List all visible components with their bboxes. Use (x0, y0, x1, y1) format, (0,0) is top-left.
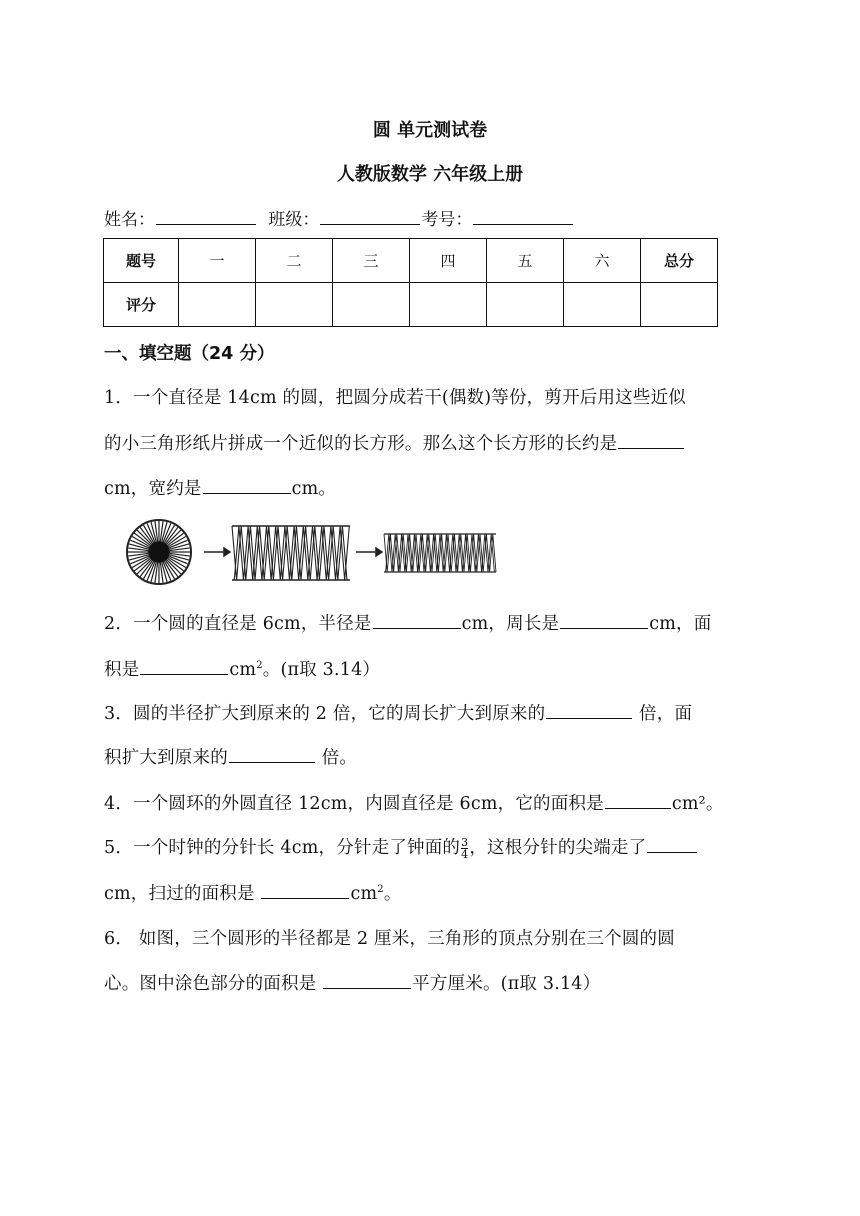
arrow-icon (356, 548, 382, 556)
fine-rectangle-icon (384, 534, 496, 572)
q5-text-b: ，这根分针的尖端走了 (469, 838, 647, 858)
q5-text-d: 。 (383, 884, 402, 904)
q5-blank-distance[interactable] (647, 834, 697, 853)
score-cell[interactable] (564, 283, 641, 327)
score-cell[interactable] (256, 283, 333, 327)
q3-text-c: 积扩大到原来的 (104, 748, 228, 768)
q3-text-b: 倍，面 (633, 704, 693, 724)
q2-text-a: 2．一个圆的直径是 6cm，半径是 (104, 614, 372, 634)
header-cell-2: 二 (256, 239, 333, 283)
sliced-circle-icon (127, 520, 191, 584)
exam-no-blank[interactable] (473, 206, 573, 225)
score-cell[interactable] (333, 283, 410, 327)
q4-text-b: cm²。 (671, 794, 724, 814)
class-label: 班级： (268, 210, 320, 230)
q2-line-1 (104, 610, 711, 635)
q2-pi-note: 。(π取 3.14） (262, 660, 381, 680)
header-cell-4: 四 (410, 239, 487, 283)
student-info-line (104, 205, 574, 230)
header-cell-total: 总分 (641, 239, 718, 283)
q5-blank-area[interactable] (261, 880, 349, 899)
score-table (103, 238, 718, 327)
score-table-header-row (104, 239, 718, 283)
q1-blank-length[interactable] (618, 430, 684, 449)
page-title: 圆 单元测试卷 (372, 120, 488, 141)
q6-line-1: 6． 如图，三个圆形的半径都是 2 厘米，三角形的顶点分别在三个圆的圆 (104, 929, 675, 949)
header-cell-1: 一 (179, 239, 256, 283)
q1-line-2 (104, 430, 685, 455)
q2-text-d: 积是 (104, 660, 140, 680)
q1-line-3 (104, 475, 336, 500)
score-table-score-row (104, 283, 718, 327)
q5-fraction-denominator: 4 (461, 848, 469, 861)
q2-blank-radius[interactable] (373, 610, 461, 629)
score-cell[interactable] (410, 283, 487, 327)
q2-unit: cm (229, 660, 257, 680)
name-blank[interactable] (156, 206, 256, 225)
q3-text-a: 3．圆的半径扩大到原来的 2 倍，它的周长扩大到原来的 (104, 704, 546, 724)
q2-text-b: cm，周长是 (461, 614, 560, 634)
q2-line-2 (104, 656, 380, 681)
score-cell[interactable] (641, 283, 718, 327)
header-cell-label: 题号 (104, 239, 179, 283)
q2-blank-area[interactable] (140, 656, 228, 675)
q3-blank-circumference[interactable] (546, 700, 632, 719)
q3-line-1 (104, 700, 692, 725)
q4-text-a: 4．一个圆环的外圆直径 12cm，内圆直径是 6cm，它的面积是 (104, 794, 604, 814)
rough-rectangle-icon (232, 526, 350, 580)
q6-line-2 (104, 970, 600, 995)
header-cell-5: 五 (487, 239, 564, 283)
q4-line-1 (104, 790, 724, 815)
section-title: 一、填空题（24 分） (104, 344, 275, 364)
q1-unit: cm，宽约是 (104, 479, 202, 499)
header-cell-3: 三 (333, 239, 410, 283)
q1-blank-width[interactable] (203, 475, 291, 494)
q5-unit-sup: 2 (377, 884, 384, 896)
q3-blank-area[interactable] (229, 744, 315, 763)
q3-line-2 (104, 744, 357, 769)
q1-text: 的小三角形纸片拼成一个近似的长方形。那么这个长方形的长约是 (104, 434, 618, 454)
class-blank[interactable] (320, 206, 420, 225)
score-row-label: 评分 (104, 283, 179, 327)
q6-text-b: 平方厘米。(π取 3.14） (412, 974, 601, 994)
q2-unit-sup: 2 (256, 660, 263, 672)
q2-blank-circumference[interactable] (560, 610, 648, 629)
q5-fraction (461, 837, 468, 860)
q1-line-1: 1．一个直径是 14cm 的圆，把圆分成若干(偶数)等份，剪开后用这些近似 (104, 388, 686, 408)
q5-line-1 (104, 834, 698, 860)
q6-blank-area[interactable] (323, 970, 411, 989)
q4-blank-area[interactable] (605, 790, 671, 809)
name-label: 姓名： (104, 210, 155, 230)
q2-text-c: cm，面 (649, 614, 712, 634)
q5-text-a: 5．一个时钟的分针长 4cm，分针走了钟面的 (104, 838, 461, 858)
exam-no-label: 考号： (421, 210, 473, 230)
header-cell-6: 六 (564, 239, 641, 283)
score-cell[interactable] (487, 283, 564, 327)
page-subtitle: 人教版数学 六年级上册 (336, 164, 524, 185)
q5-fraction-numerator: 3 (461, 836, 469, 849)
q5-line-2 (104, 880, 402, 905)
q5-unit: cm (350, 884, 378, 904)
circle-to-rectangle-figure (120, 512, 510, 592)
q3-text-d: 倍。 (315, 748, 358, 768)
arrow-icon (204, 548, 230, 556)
q5-text-c: cm，扫过的面积是 (104, 884, 261, 904)
q1-unit-end: cm。 (291, 479, 337, 499)
q6-text-a: 心。图中涂色部分的面积是 (104, 974, 323, 994)
score-cell[interactable] (179, 283, 256, 327)
